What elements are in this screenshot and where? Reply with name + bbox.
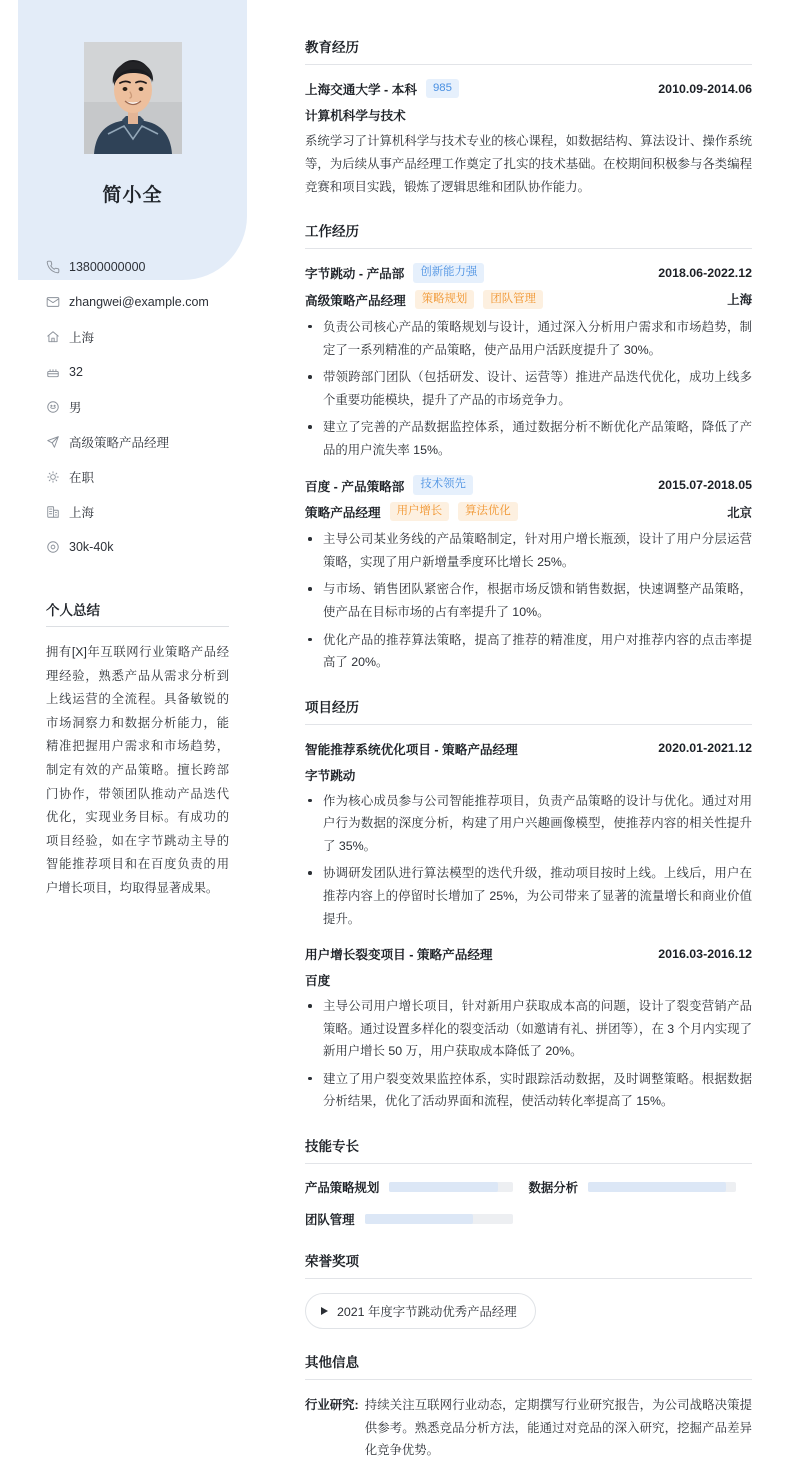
contact-item-phone <box>46 255 235 279</box>
work-company: 字节跳动 - 产品部 <box>305 267 405 282</box>
section-honors <box>305 1250 752 1329</box>
project-company: 字节跳动 <box>305 768 356 783</box>
contact-value-position: 高级策略产品经理 <box>69 436 170 450</box>
work-role: 高级策略产品经理 <box>305 293 406 308</box>
skill-progress-fill <box>389 1182 497 1192</box>
project-bullet: 主导公司用户增长项目，针对新用户获取成本高的问题，设计了裂变营销产品策略。通过设置多样化的裂变活动（如邀请有礼、拼团等），在 3 个月内实现了新用户增长 50 万，用户获取成本降低了 20%。 <box>305 995 752 1063</box>
avatar <box>84 42 182 154</box>
work-bullet: 建立了完善的产品数据监控体系，通过数据分析不断优化产品策略，降低了产品的用户流失率 15%。 <box>305 416 752 461</box>
personal-summary-heading: 个人总结 <box>46 599 229 627</box>
section-title-projects: 项目经历 <box>305 696 752 725</box>
person-name: 简小全 <box>102 185 163 206</box>
contact-value-age: 32 <box>69 365 83 379</box>
contact-value-gender: 男 <box>69 401 82 415</box>
section-title-education: 教育经历 <box>305 36 752 65</box>
work-company-tag: 技术领先 <box>413 475 473 494</box>
work-entry <box>305 475 752 673</box>
contact-item-position <box>46 430 235 454</box>
other-info-row <box>305 1394 752 1462</box>
work-date: 2015.07-2018.05 <box>658 478 752 493</box>
honor-chip[interactable] <box>305 1293 536 1329</box>
mail-icon <box>46 295 60 309</box>
section-title-honors: 荣誉奖项 <box>305 1250 752 1279</box>
work-entry <box>305 263 752 461</box>
work-role-tag-2: 团队管理 <box>483 290 543 309</box>
triangle-icon <box>321 1307 328 1315</box>
work-bullet: 主导公司某业务线的产品策略制定，针对用户增长瓶颈，设计了用户分层运营策略，实现了用户新增量季度环比增长 25%。 <box>305 528 752 573</box>
avatar-wrapper <box>30 0 235 154</box>
main-content <box>265 0 794 1458</box>
work-entry-header <box>305 263 752 282</box>
section-title-other-info: 其他信息 <box>305 1351 752 1380</box>
skill-item <box>305 1178 529 1196</box>
section-title-work: 工作经历 <box>305 220 752 249</box>
work-bullet: 优化产品的推荐算法策略，提高了推荐的精准度，用户对推荐内容的点击率提高了 20%。 <box>305 629 752 674</box>
skill-grid <box>305 1178 752 1228</box>
work-company-tag: 创新能力强 <box>413 263 484 282</box>
building-icon <box>46 505 60 519</box>
project-name: 智能推荐系统优化项目 - 策略产品经理 <box>305 742 518 757</box>
education-school: 上海交通大学 - 本科 <box>305 83 417 98</box>
skill-progress-bar <box>365 1214 513 1224</box>
other-info-label: 行业研究: <box>305 1398 359 1413</box>
project-bullet: 协调研发团队进行算法模型的迭代升级，推动项目按时上线。上线后，用户在推荐内容上的停留时长增加了 25%，为公司带来了显著的流量增长和商业价值提升。 <box>305 862 752 930</box>
education-entry <box>305 79 752 198</box>
project-entry-header <box>305 739 752 758</box>
section-work <box>305 220 752 674</box>
honor-list <box>305 1293 752 1329</box>
work-role-tag-2: 算法优化 <box>458 502 518 521</box>
education-description: 系统学习了计算机科学与技术专业的核心课程，如数据结构、算法设计、操作系统等，为后续从事产品经理工作奠定了扎实的技术基础。在校期间积极参与各类编程竞赛和项目实践，锻炼了逻辑思维和团队协作能力。 <box>305 134 752 194</box>
project-date: 2016.03-2016.12 <box>658 946 752 961</box>
work-location: 上海 <box>727 293 752 308</box>
education-major: 计算机科学与技术 <box>305 109 406 124</box>
personal-summary-section <box>30 599 235 901</box>
skill-progress-bar <box>588 1182 736 1192</box>
contact-value-worklocation: 上海 <box>69 506 95 520</box>
work-role-tag-1: 策略规划 <box>415 290 475 309</box>
contact-value-phone: 13800000000 <box>69 260 146 274</box>
contact-item-email <box>46 290 235 314</box>
contact-item-salary <box>46 535 235 559</box>
section-education <box>305 36 752 198</box>
skill-progress-bar <box>389 1182 512 1192</box>
work-role-row <box>305 290 752 309</box>
personal-summary-text: 拥有[X]年互联网行业策略产品经理经验，熟悉产品从需求分析到上线运营的全流程。具备敏锐的市场洞察力和数据分析能力，能精准把握用户需求和市场趋势，制定有效的产品策略。擅长跨部门协作，带领团队推动产品迭代优化，实现业务目标。有成功的项目经验，如在字节跳动主导的智能推荐项目和在百度负责的用户增长项目，均取得显著成果。 <box>46 645 229 896</box>
project-bullet: 作为核心成员参与公司智能推荐项目，负责产品策略的设计与优化。通过对用户行为数据的深度分析，构建了用户兴趣画像模型，使推荐内容的相关性提升了 35%。 <box>305 790 752 858</box>
skill-label: 团队管理 <box>305 1213 355 1228</box>
contact-value-salary: 30k-40k <box>69 540 114 554</box>
work-bullets <box>305 316 752 461</box>
contact-item-worklocation <box>46 500 235 524</box>
gender-icon <box>46 400 60 414</box>
project-entry <box>305 739 752 930</box>
contact-item-gender <box>46 395 235 419</box>
work-role: 策略产品经理 <box>305 506 381 521</box>
education-date: 2010.09-2014.06 <box>658 81 752 96</box>
skill-progress-fill <box>588 1182 726 1192</box>
project-bullet: 建立了用户裂变效果监控体系，实时跟踪活动数据，及时调整策略。根据数据分析结果，优化了活动界面和流程，使活动转化率提高了 15%。 <box>305 1068 752 1113</box>
section-projects <box>305 696 752 1113</box>
rocket-icon <box>46 435 60 449</box>
work-bullets <box>305 528 752 673</box>
salary-icon <box>46 540 60 554</box>
contact-item-status <box>46 465 235 489</box>
other-info-value: 持续关注互联网行业动态，定期撰写行业研究报告，为公司战略决策提供参考。熟悉竞品分析方法，能通过对竞品的深入研究，挖掘产品差异化竞争优势。 <box>364 1398 752 1458</box>
work-location: 北京 <box>727 505 752 520</box>
project-date: 2020.01-2021.12 <box>658 741 752 756</box>
work-bullet: 与市场、销售团队紧密合作，根据市场反馈和销售数据，快速调整产品策略，使产品在目标市场的占有率提升了 10%。 <box>305 578 752 623</box>
status-icon <box>46 470 60 484</box>
contact-value-status: 在职 <box>69 471 95 485</box>
project-bullets <box>305 995 752 1113</box>
section-skills <box>305 1135 752 1228</box>
contact-item-age <box>46 360 235 384</box>
contact-value-email: zhangwei@example.com <box>69 295 209 309</box>
contact-value-city: 上海 <box>69 331 95 345</box>
work-role-row <box>305 502 752 521</box>
work-bullet: 带领跨部门团队（包括研发、设计、运营等）推进产品迭代优化，成功上线多个重要功能模块，提升了产品的市场竞争力。 <box>305 366 752 411</box>
skill-label: 产品策略规划 <box>305 1181 380 1196</box>
project-bullets <box>305 790 752 930</box>
work-entry-header <box>305 475 752 494</box>
sidebar <box>0 0 265 1366</box>
cake-icon <box>46 365 60 379</box>
education-tag: 985 <box>426 79 459 98</box>
contact-item-city <box>46 325 235 349</box>
work-role-tag-1: 用户增长 <box>390 502 450 521</box>
project-company: 百度 <box>305 974 331 989</box>
honor-label: 2021 年度字节跳动优秀产品经理 <box>337 1305 517 1320</box>
skill-progress-fill <box>365 1214 473 1224</box>
home-icon <box>46 330 60 344</box>
phone-icon <box>46 260 60 274</box>
project-entry <box>305 944 752 1113</box>
work-date: 2018.06-2022.12 <box>658 265 752 280</box>
section-other-info <box>305 1351 752 1462</box>
education-entry-header <box>305 79 752 98</box>
skill-item <box>529 1178 753 1196</box>
work-bullet: 负责公司核心产品的策略规划与设计，通过深入分析用户需求和市场趋势，制定了一系列精准的产品策略，使产品用户活跃度提升了 30%。 <box>305 316 752 361</box>
project-entry-header <box>305 944 752 963</box>
skill-item <box>305 1210 529 1228</box>
section-title-skills: 技能专长 <box>305 1135 752 1164</box>
work-company: 百度 - 产品策略部 <box>305 479 405 494</box>
contact-list <box>30 255 235 559</box>
project-name: 用户增长裂变项目 - 策略产品经理 <box>305 948 493 963</box>
skill-label: 数据分析 <box>528 1181 579 1196</box>
